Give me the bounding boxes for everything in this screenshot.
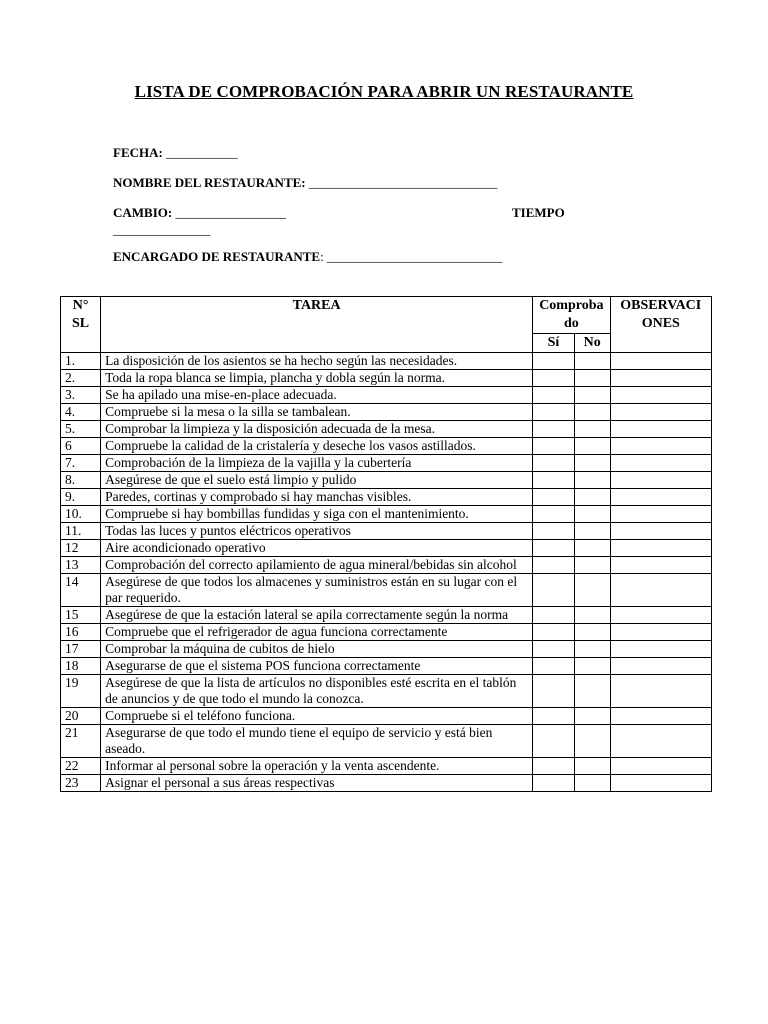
table-row: [61, 438, 712, 455]
row-no-checkbox[interactable]: [574, 387, 610, 404]
table-row: [61, 404, 712, 421]
row-observaciones-cell[interactable]: [610, 438, 711, 455]
header-no: No: [574, 334, 610, 353]
row-si-checkbox[interactable]: [533, 489, 575, 506]
row-observaciones-cell[interactable]: [610, 675, 711, 708]
row-si-checkbox[interactable]: [533, 641, 575, 658]
checklist-table: [60, 296, 712, 792]
header-comprobado: Comproba do: [533, 297, 610, 334]
row-no-checkbox[interactable]: [574, 708, 610, 725]
row-number: 1.: [61, 353, 101, 370]
row-number: 17: [61, 641, 101, 658]
table-row: [61, 387, 712, 404]
row-si-checkbox[interactable]: [533, 404, 575, 421]
row-number: 9.: [61, 489, 101, 506]
row-number: 4.: [61, 404, 101, 421]
row-observaciones-cell[interactable]: [610, 387, 711, 404]
row-no-checkbox[interactable]: [574, 641, 610, 658]
row-observaciones-cell[interactable]: [610, 370, 711, 387]
row-observaciones-cell[interactable]: [610, 404, 711, 421]
row-no-checkbox[interactable]: [574, 624, 610, 641]
row-task: Compruebe la calidad de la cristalería y deseche los vasos astillados.: [101, 438, 533, 455]
row-task: Comprobación de la limpieza de la vajilla y la cubertería: [101, 455, 533, 472]
row-no-checkbox[interactable]: [574, 404, 610, 421]
row-task: Compruebe si el teléfono funciona.: [101, 708, 533, 725]
row-si-checkbox[interactable]: [533, 758, 575, 775]
row-number: 5.: [61, 421, 101, 438]
row-number: 19: [61, 675, 101, 708]
row-si-checkbox[interactable]: [533, 557, 575, 574]
row-task: Comprobación del correcto apilamiento de agua mineral/bebidas sin alcohol: [101, 557, 533, 574]
table-row: [61, 523, 712, 540]
row-observaciones-cell[interactable]: [610, 353, 711, 370]
table-row: [61, 489, 712, 506]
row-number: 13: [61, 557, 101, 574]
row-observaciones-cell[interactable]: [610, 658, 711, 675]
row-observaciones-cell[interactable]: [610, 725, 711, 758]
row-no-checkbox[interactable]: [574, 370, 610, 387]
row-task: Compruebe si la mesa o la silla se tambalean.: [101, 404, 533, 421]
row-si-checkbox[interactable]: [533, 658, 575, 675]
encargado-field: [113, 249, 502, 265]
cambio-blank-line[interactable]: _________________: [172, 205, 286, 220]
table-row: [61, 370, 712, 387]
row-observaciones-cell[interactable]: [610, 472, 711, 489]
row-no-checkbox[interactable]: [574, 489, 610, 506]
row-task: Asignar el personal a sus áreas respectivas: [101, 775, 533, 792]
table-row: [61, 506, 712, 523]
page-title: LISTA DE COMPROBACIÓN PARA ABRIR UN RESTAURANTE: [134, 82, 634, 101]
row-number: 22: [61, 758, 101, 775]
row-number: 10.: [61, 506, 101, 523]
table-row: [61, 624, 712, 641]
row-number: 21: [61, 725, 101, 758]
row-observaciones-cell[interactable]: [610, 489, 711, 506]
row-observaciones-cell[interactable]: [610, 708, 711, 725]
row-si-checkbox[interactable]: [533, 438, 575, 455]
nombre-restaurante-field: [113, 175, 497, 191]
row-task: Asegurarse de que el sistema POS funciona correctamente: [101, 658, 533, 675]
row-number: 18: [61, 658, 101, 675]
table-row: [61, 353, 712, 370]
row-si-checkbox[interactable]: [533, 353, 575, 370]
cambio-label: CAMBIO:: [113, 205, 173, 220]
row-no-checkbox[interactable]: [574, 557, 610, 574]
row-no-checkbox[interactable]: [574, 607, 610, 624]
row-si-checkbox[interactable]: [533, 607, 575, 624]
row-task: Compruebe que el refrigerador de agua funciona correctamente: [101, 624, 533, 641]
table-row: [61, 658, 712, 675]
row-no-checkbox[interactable]: [574, 506, 610, 523]
header-si: Sí: [533, 334, 575, 353]
fecha-field: [113, 145, 238, 161]
row-task: Asegúrese de que todos los almacenes y suministros están en su lugar con el par requerido.: [101, 574, 533, 607]
row-task: Informar al personal sobre la operación y la venta ascendente.: [101, 758, 533, 775]
table-row: [61, 421, 712, 438]
row-task: Todas las luces y puntos eléctricos operativos: [101, 523, 533, 540]
row-task: Toda la ropa blanca se limpia, plancha y dobla según la norma.: [101, 370, 533, 387]
row-observaciones-cell[interactable]: [610, 607, 711, 624]
row-no-checkbox[interactable]: [574, 725, 610, 758]
row-observaciones-cell[interactable]: [610, 758, 711, 775]
row-number: 14: [61, 574, 101, 607]
header-observaciones: OBSERVACI ONES: [610, 297, 711, 353]
row-number: 16: [61, 624, 101, 641]
table-row: [61, 455, 712, 472]
row-observaciones-cell[interactable]: [610, 506, 711, 523]
row-no-checkbox[interactable]: [574, 540, 610, 557]
nombre-label: NOMBRE DEL RESTAURANTE:: [113, 175, 306, 190]
row-number: 11.: [61, 523, 101, 540]
row-observaciones-cell[interactable]: [610, 557, 711, 574]
row-si-checkbox[interactable]: [533, 775, 575, 792]
row-no-checkbox[interactable]: [574, 658, 610, 675]
row-task: La disposición de los asientos se ha hecho según las necesidades.: [101, 353, 533, 370]
row-number: 15: [61, 607, 101, 624]
table-row: [61, 540, 712, 557]
encargado-label: ENCARGADO DE RESTAURANTE: [113, 249, 321, 264]
row-no-checkbox[interactable]: [574, 438, 610, 455]
row-task: Asegúrese de que la estación lateral se apila correctamente según la norma: [101, 607, 533, 624]
row-observaciones-cell[interactable]: [610, 455, 711, 472]
row-observaciones-cell[interactable]: [610, 624, 711, 641]
table-row: [61, 641, 712, 658]
tiempo-blank-line[interactable]: _______________: [113, 222, 211, 237]
row-number: 12: [61, 540, 101, 557]
tiempo-label: TIEMPO: [512, 205, 565, 220]
table-row: [61, 725, 712, 758]
row-observaciones-cell[interactable]: [610, 540, 711, 557]
row-si-checkbox[interactable]: [533, 455, 575, 472]
fecha-label: FECHA:: [113, 145, 163, 160]
row-no-checkbox[interactable]: [574, 455, 610, 472]
row-si-checkbox[interactable]: [533, 472, 575, 489]
header-no-sl: N° SL: [61, 297, 101, 353]
row-si-checkbox[interactable]: [533, 708, 575, 725]
row-no-checkbox[interactable]: [574, 523, 610, 540]
nombre-blank-line[interactable]: _____________________________: [305, 175, 498, 190]
cambio-field: [113, 205, 286, 221]
row-no-checkbox[interactable]: [574, 758, 610, 775]
table-row: [61, 557, 712, 574]
row-no-checkbox[interactable]: [574, 574, 610, 607]
table-row: [61, 574, 712, 607]
header-tarea: TAREA: [101, 297, 533, 353]
row-task: Comprobar la limpieza y la disposición adecuada de la mesa.: [101, 421, 533, 438]
row-si-checkbox[interactable]: [533, 725, 575, 758]
table-row: [61, 775, 712, 792]
row-no-checkbox[interactable]: [574, 421, 610, 438]
encargado-blank-line[interactable]: : ___________________________: [320, 249, 503, 264]
row-si-checkbox[interactable]: [533, 675, 575, 708]
row-si-checkbox[interactable]: [533, 387, 575, 404]
row-number: 8.: [61, 472, 101, 489]
row-no-checkbox[interactable]: [574, 775, 610, 792]
table-row: [61, 675, 712, 708]
table-row: [61, 708, 712, 725]
row-task: Asegúrese de que el suelo está limpio y pulido: [101, 472, 533, 489]
row-number: 20: [61, 708, 101, 725]
row-si-checkbox[interactable]: [533, 540, 575, 557]
row-si-checkbox[interactable]: [533, 523, 575, 540]
row-task: Se ha apilado una mise-en-place adecuada.: [101, 387, 533, 404]
row-si-checkbox[interactable]: [533, 506, 575, 523]
row-no-checkbox[interactable]: [574, 353, 610, 370]
row-si-checkbox[interactable]: [533, 624, 575, 641]
row-task: Asegúrese de que la lista de artículos no disponibles esté escrita en el tablón de anuncios y de que todo el mundo la conozca.: [101, 675, 533, 708]
fecha-blank-line[interactable]: ___________: [162, 145, 238, 160]
row-task: Compruebe si hay bombillas fundidas y siga con el mantenimiento.: [101, 506, 533, 523]
row-observaciones-cell[interactable]: [610, 641, 711, 658]
row-si-checkbox[interactable]: [533, 574, 575, 607]
row-observaciones-cell[interactable]: [610, 523, 711, 540]
tiempo-field: [512, 205, 565, 221]
row-task: Aire acondicionado operativo: [101, 540, 533, 557]
table-row: [61, 758, 712, 775]
row-number: 23: [61, 775, 101, 792]
row-no-checkbox[interactable]: [574, 675, 610, 708]
row-task: Asegurarse de que todo el mundo tiene el equipo de servicio y está bien aseado.: [101, 725, 533, 758]
row-task: Comprobar la máquina de cubitos de hielo: [101, 641, 533, 658]
row-task: Paredes, cortinas y comprobado si hay manchas visibles.: [101, 489, 533, 506]
tiempo-blank-line-field: [113, 222, 211, 238]
row-observaciones-cell[interactable]: [610, 421, 711, 438]
row-observaciones-cell[interactable]: [610, 775, 711, 792]
row-si-checkbox[interactable]: [533, 421, 575, 438]
row-number: 2.: [61, 370, 101, 387]
row-number: 6: [61, 438, 101, 455]
row-number: 7.: [61, 455, 101, 472]
row-number: 3.: [61, 387, 101, 404]
table-row: [61, 607, 712, 624]
row-no-checkbox[interactable]: [574, 472, 610, 489]
row-observaciones-cell[interactable]: [610, 574, 711, 607]
row-si-checkbox[interactable]: [533, 370, 575, 387]
table-row: [61, 472, 712, 489]
